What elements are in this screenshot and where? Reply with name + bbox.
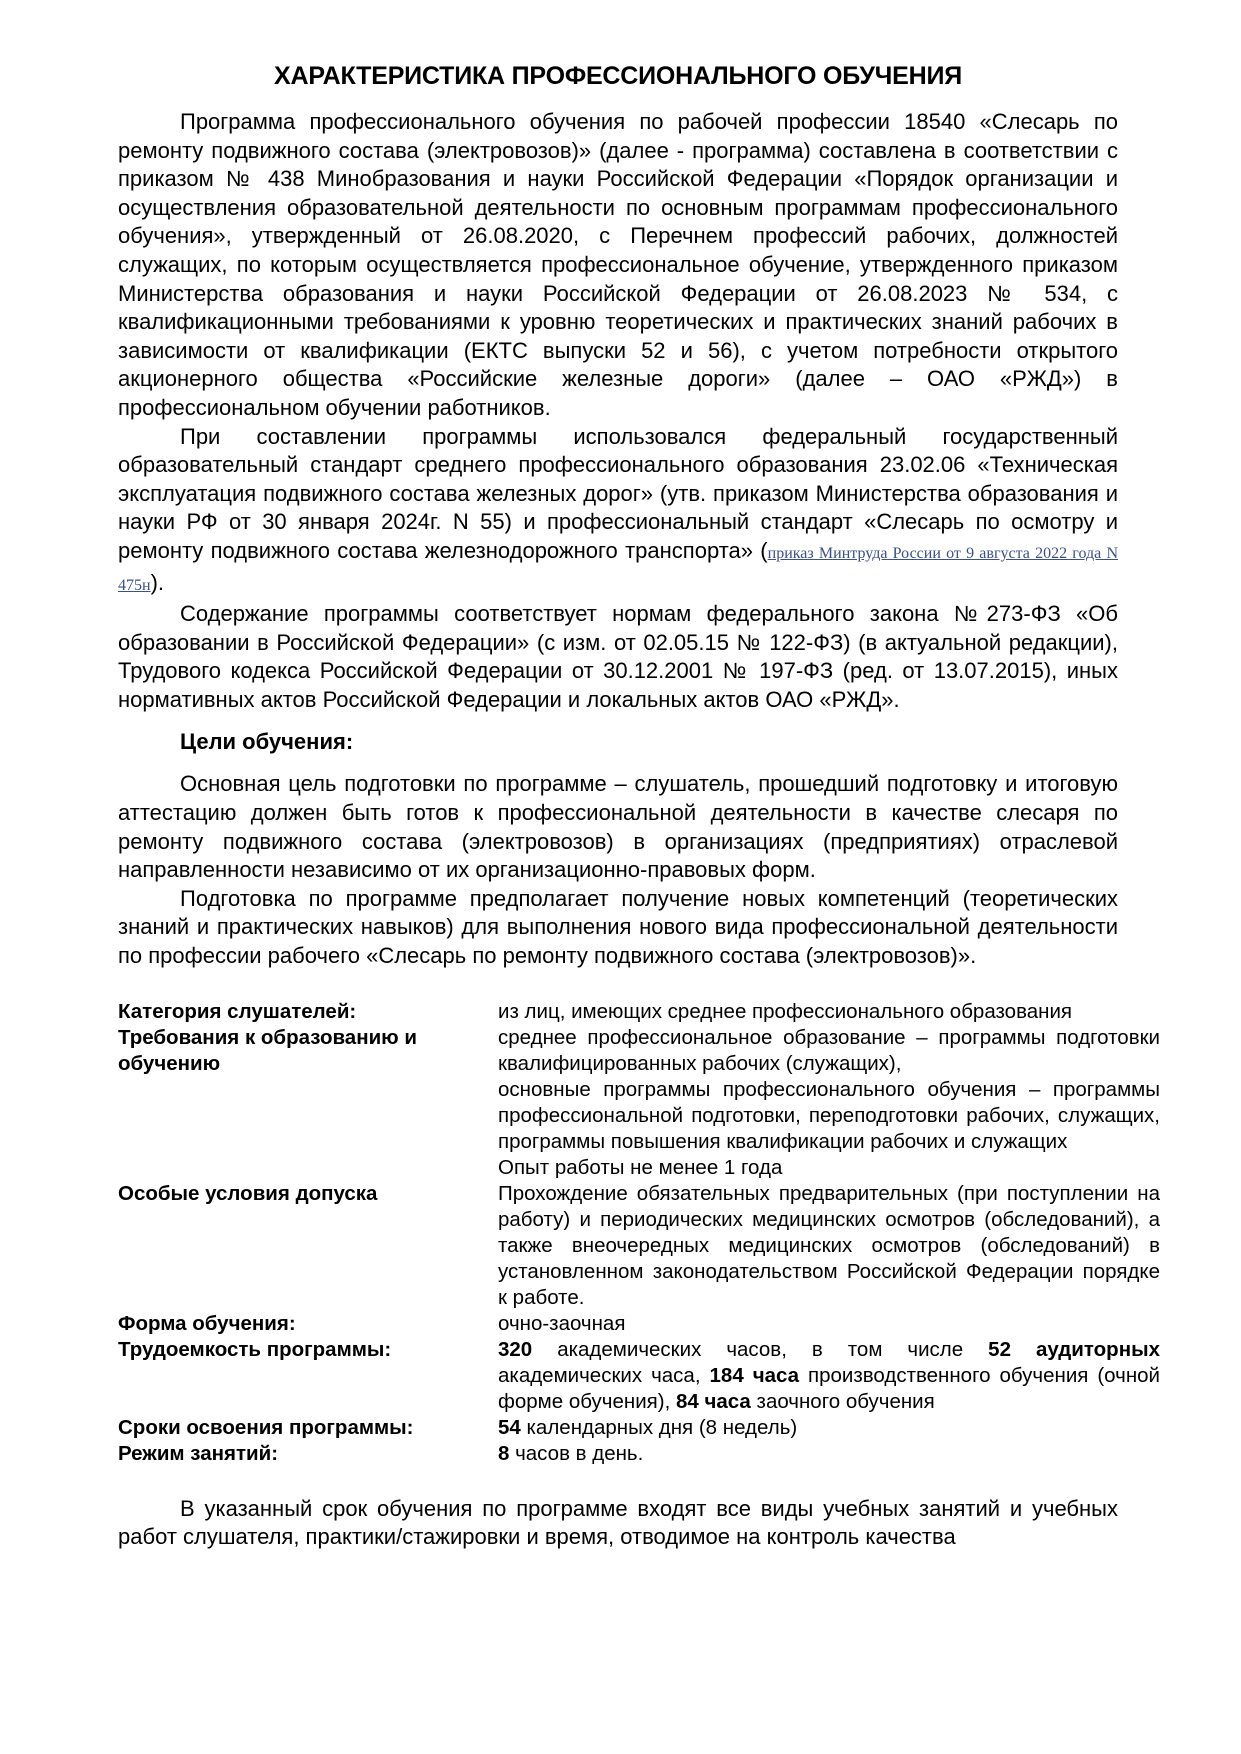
workload-value (498, 1337, 1160, 1415)
program-info-table (118, 999, 1160, 1467)
standards-paragraph (118, 423, 1118, 601)
workload-text: заочного обучения (750, 1389, 935, 1413)
table-row (118, 1337, 1160, 1415)
table-row (118, 1311, 1160, 1337)
workload-text: академических часа, (498, 1363, 710, 1387)
intro-paragraph: Программа профессионального обучения по рабочей профессии 18540 «Слесарь по ремонту подвижного состава (электровозов)» (далее - программа) составлена в соответствии с приказом № 438 Минобразования и науки Российской Федерации «Порядок организации и осуществления образовательной деятельности по основным программам профессионального обучения», утвержденный от 26.08.2020, с Перечнем профессий рабочих, должностей служащих, по которым осуществляется профессиональное обучение, утвержденного приказом Министерства образования и науки Российской Федерации от 26.08.2023 № 534, с квалификационными требованиями к уровню теоретических и практических знаний рабочих в зависимости от квалификации (ЕКТС выпуски 52 и 56), с учетом потребности открытого акционерного общества «Российские железные дороги» (далее – ОАО «РЖД») в профессиональном обучении работников. (118, 109, 1118, 420)
category-label: Категория слушателей: (118, 999, 357, 1023)
table-row (118, 999, 1160, 1025)
workload-correspondence-hours: 84 часа (675, 1389, 751, 1413)
category-value: из лиц, имеющих среднее профессионального образования (498, 999, 1073, 1023)
requirements-item-2: основные программы профессионального обучения – программы профессиональной подготовки, переподготовки рабочих, служащих, программы повышения квалификации рабочих и служащих (498, 1077, 1160, 1153)
table-row (118, 1025, 1160, 1181)
duration-days: 54 (498, 1415, 521, 1439)
duration-label: Сроки освоения программы: (118, 1415, 414, 1439)
admission-value: Прохождение обязательных предварительных (при поступлении на работу) и периодических медицинских осмотров (обследований), а также внеочередных медицинских осмотров (обследований) в установленном законодательством Российской Федерации порядке к работе. (498, 1181, 1160, 1309)
standards-text: При составлении программы использовался федеральный государственный образовательный стандарт среднего профессионального образования 23.02.06 «Техническая эксплуатация подвижного состава железных дорог» (утв. приказом Министерства образования и науки РФ от 30 января 2024г. N 55) и профессиональный стандарт «Слесарь по осмотру и ремонту подвижного состава железнодорожного транспорта» ( (118, 423, 1118, 563)
form-label: Форма обучения: (118, 1311, 296, 1335)
table-row (118, 1415, 1160, 1441)
document-page (118, 50, 1160, 1552)
table-row (118, 1441, 1160, 1467)
requirements-item-3: Опыт работы не менее 1 года (498, 1155, 783, 1179)
goals-heading: Цели обучения: (180, 729, 354, 755)
requirements-value (498, 1025, 1160, 1181)
admission-label: Особые условия допуска (118, 1181, 378, 1205)
standards-tail: ). (150, 569, 165, 595)
workload-text: академических часов, в том числе (532, 1337, 989, 1361)
duration-value (498, 1415, 1160, 1441)
requirements-item-1: среднее профессиональное образование – программы подготовки квалифицированных рабочих (служащих), (498, 1025, 1160, 1075)
workload-text: производственного обучения (очной форме обучения), (498, 1363, 1160, 1413)
final-paragraph: В указанный срок обучения по программе входят все виды учебных занятий и учебных работ слушателя, практики/стажировки и время, отводимое на контроль качества (118, 1495, 1118, 1550)
workload-total-hours: 320 (498, 1337, 533, 1361)
workload-production-hours: 184 часа (709, 1363, 800, 1387)
schedule-text: часов в день. (509, 1441, 644, 1465)
workload-label: Трудоемкость программы: (118, 1337, 392, 1361)
form-value: очно-заочная (498, 1311, 626, 1335)
document-title: ХАРАКТЕРИСТИКА ПРОФЕССИОНАЛЬНОГО ОБУЧЕНИЯ (274, 62, 962, 90)
schedule-value (498, 1441, 1160, 1467)
requirements-label: Требования к образованию и обучению (118, 1025, 417, 1075)
legal-paragraph: Содержание программы соответствует нормам федерального закона №273-ФЗ «Об образовании в Российской Федерации» (с изм. от 02.05.15 № 122-ФЗ) (в актуальной редакции), Трудового кодекса Российской Федерации от 30.12.2001 № 197-ФЗ (ред. от 13.07.2015), иных нормативных актов Российской Федерации и локальных актов ОАО «РЖД». (118, 601, 1118, 712)
goal-paragraph-1: Основная цель подготовки по программе – слушатель, прошедший подготовку и итоговую аттестацию должен быть готов к профессиональной деятельности в качестве слесаря по ремонту подвижного состава (электровозов) в организациях (предприятиях) отраслевой направленности независимо от их организационно-правовых форм. (118, 771, 1118, 883)
duration-text: календарных дня (8 недель) (520, 1415, 798, 1439)
goal-paragraph-2: Подготовка по программе предполагает получение новых компетенций (теоретических знаний и практических навыков) для выполнения нового вида профессиональной деятельности по профессии рабочего «Слесарь по ремонту подвижного состава (электровозов)». (118, 885, 1118, 969)
schedule-label: Режим занятий: (118, 1441, 279, 1465)
mintrud-order-link[interactable]: приказ Минтруда России от 9 августа 2022 года N 475н (118, 544, 1118, 594)
workload-auditory-hours: 52 аудиторных (988, 1337, 1160, 1361)
table-row (118, 1181, 1160, 1311)
schedule-hours: 8 (498, 1441, 510, 1465)
